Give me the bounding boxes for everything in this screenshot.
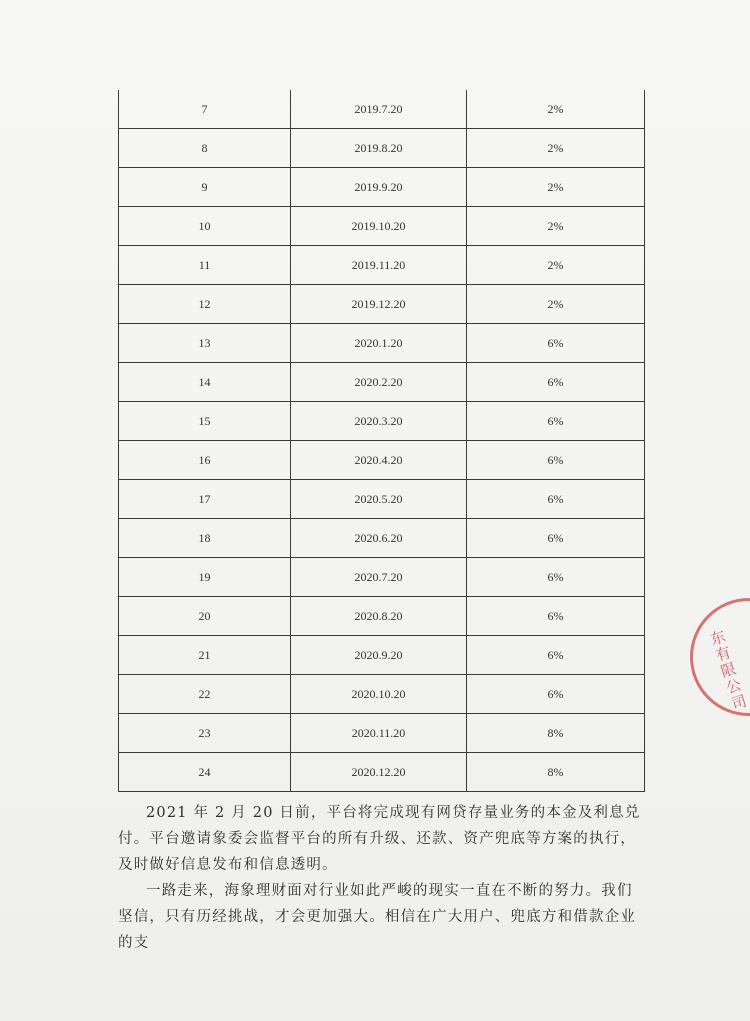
payment-date-cell: 2020.6.20 [291,519,467,558]
payment-rate-cell: 6% [467,636,645,675]
payment-date-cell: 2019.8.20 [291,129,467,168]
table-row [119,636,645,675]
payment-rate-cell: 6% [467,402,645,441]
table-row [119,675,645,714]
table-row [119,324,645,363]
table-row [119,441,645,480]
payment-rate-cell: 6% [467,480,645,519]
period-number-cell: 23 [119,714,291,753]
paragraph-2-text: 一路走来，海象理财面对行业如此严峻的现实一直在不断的努力。我们坚信，只有历经挑战，才会更加强大。相信在广大用户、兜底方和借款企业的支 [118,883,637,951]
payment-date-cell: 2020.5.20 [291,480,467,519]
table-row [119,168,645,207]
payment-date-cell: 2019.12.20 [291,285,467,324]
payment-rate-cell: 8% [467,753,645,792]
table-row [119,285,645,324]
payment-date-cell: 2020.2.20 [291,363,467,402]
table-row [119,129,645,168]
table-row [119,519,645,558]
paragraph-1-text: 2021 年 2 月 20 日前，平台将完成现有网贷存量业务的本金及利息兑付。平台邀请象委会监督平台的所有升级、还款、资产兜底等方案的执行，及时做好信息发布和信息透明。 [118,805,641,873]
schedule-table-body [119,90,645,792]
repayment-schedule-table [118,90,645,792]
table-row [119,363,645,402]
period-number-cell: 15 [119,402,291,441]
period-number-cell: 21 [119,636,291,675]
table-row [119,753,645,792]
payment-date-cell: 2020.3.20 [291,402,467,441]
payment-rate-cell: 2% [467,207,645,246]
payment-rate-cell: 6% [467,363,645,402]
period-number-cell: 19 [119,558,291,597]
payment-rate-cell: 6% [467,519,645,558]
payment-rate-cell: 6% [467,441,645,480]
period-number-cell: 11 [119,246,291,285]
payment-rate-cell: 2% [467,168,645,207]
payment-rate-cell: 2% [467,246,645,285]
table-row [119,558,645,597]
period-number-cell: 7 [119,90,291,129]
period-number-cell: 12 [119,285,291,324]
period-number-cell: 20 [119,597,291,636]
payment-date-cell: 2019.7.20 [291,90,467,129]
payment-date-cell: 2020.8.20 [291,597,467,636]
period-number-cell: 24 [119,753,291,792]
period-number-cell: 17 [119,480,291,519]
table-row [119,597,645,636]
paragraph-repayment-deadline [118,800,646,878]
period-number-cell: 13 [119,324,291,363]
table-row [119,480,645,519]
period-number-cell: 10 [119,207,291,246]
payment-date-cell: 2020.9.20 [291,636,467,675]
payment-date-cell: 2020.12.20 [291,753,467,792]
payment-rate-cell: 2% [467,285,645,324]
paragraph-commitment [118,878,646,956]
table-row [119,90,645,129]
payment-date-cell: 2019.9.20 [291,168,467,207]
payment-rate-cell: 2% [467,90,645,129]
payment-date-cell: 2019.11.20 [291,246,467,285]
period-number-cell: 14 [119,363,291,402]
payment-date-cell: 2019.10.20 [291,207,467,246]
table-row [119,714,645,753]
table-row [119,402,645,441]
period-number-cell: 9 [119,168,291,207]
payment-date-cell: 2020.4.20 [291,441,467,480]
payment-date-cell: 2020.1.20 [291,324,467,363]
period-number-cell: 22 [119,675,291,714]
payment-date-cell: 2020.7.20 [291,558,467,597]
payment-rate-cell: 8% [467,714,645,753]
period-number-cell: 18 [119,519,291,558]
table-row [119,207,645,246]
payment-rate-cell: 2% [467,129,645,168]
payment-rate-cell: 6% [467,558,645,597]
payment-rate-cell: 6% [467,675,645,714]
payment-date-cell: 2020.11.20 [291,714,467,753]
company-seal-text: 东有限公司 [706,627,750,714]
period-number-cell: 8 [119,129,291,168]
payment-rate-cell: 6% [467,597,645,636]
period-number-cell: 16 [119,441,291,480]
payment-rate-cell: 6% [467,324,645,363]
payment-date-cell: 2020.10.20 [291,675,467,714]
table-row [119,246,645,285]
